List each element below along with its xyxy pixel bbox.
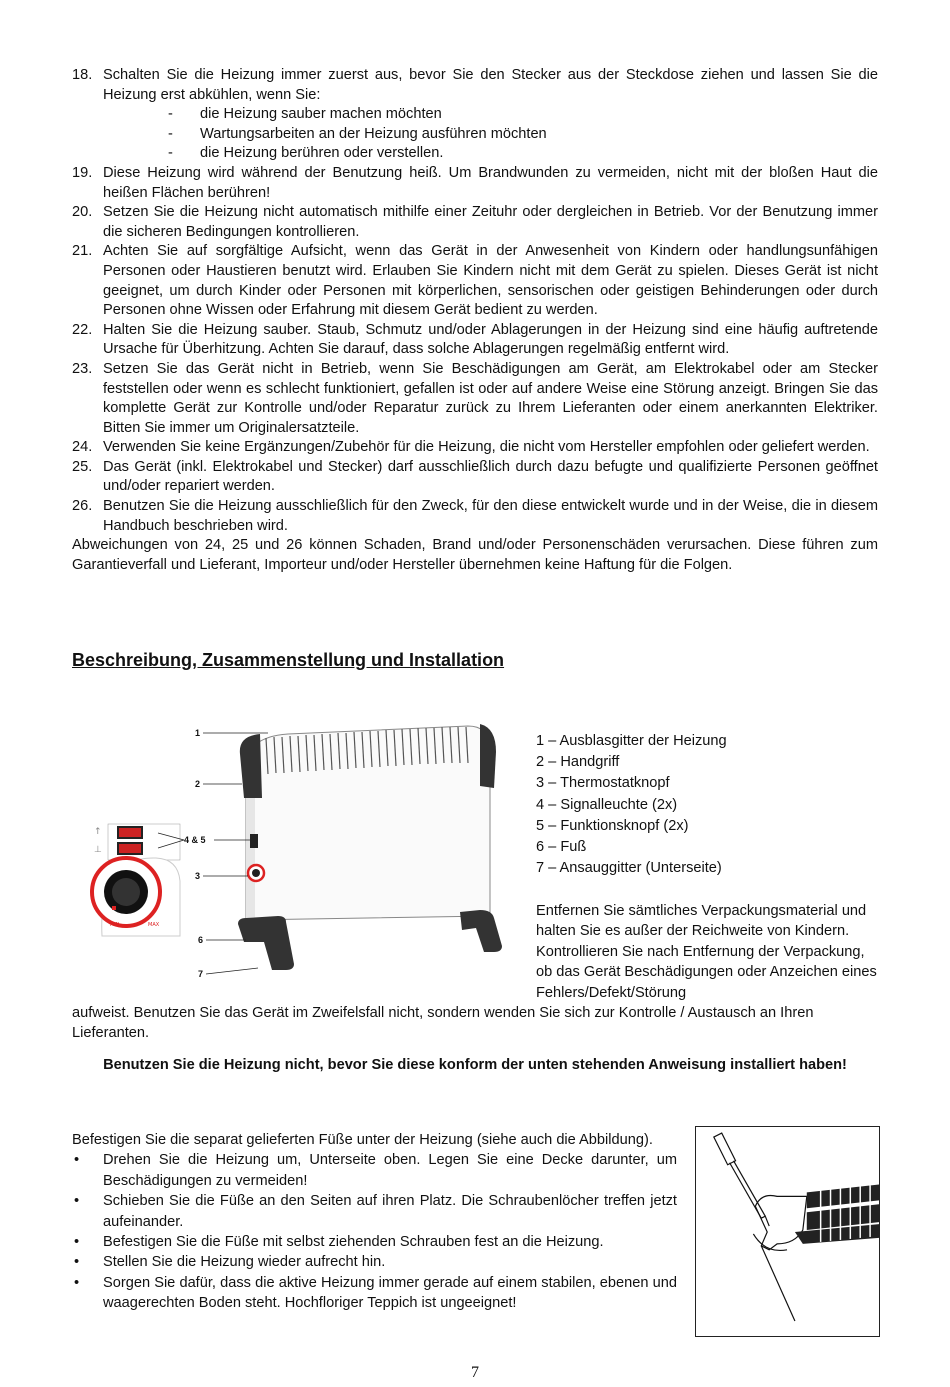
min-label: MIN <box>110 922 120 928</box>
page-number: 7 <box>471 1364 479 1381</box>
item-number: 18. <box>72 67 93 83</box>
item-text: Schalten Sie die Heizung immer zuerst aus, bevor Sie den Stecker aus der Steckdose ziehen und lassen Sie die Heizung erst abkühlen, wenn Sie: <box>103 67 878 103</box>
part-item: 2 – Handgriff <box>536 754 620 771</box>
list-item <box>72 203 878 242</box>
list-item <box>72 66 878 105</box>
item-number: 22. <box>72 321 93 338</box>
item-text: Verwenden Sie keine Ergänzungen/Zubehör für die Heizung, die nicht vom Hersteller empfohlen oder geliefert werden. <box>103 439 870 456</box>
callout-2: 2 <box>195 779 201 789</box>
sub-item: - Wartungsarbeiten an der Heizung ausführen möchten <box>168 125 547 142</box>
list-item <box>72 458 878 497</box>
heater-figure <box>88 706 508 996</box>
item-number: 24. <box>72 439 93 456</box>
part-item: 6 – Fuß <box>536 839 587 856</box>
install-step-text: Schieben Sie die Füße an den Seiten auf ihren Platz. Die Schraubenlöcher treffen jetzt aufeinander. <box>103 1193 677 1230</box>
sub-item-text: die Heizung sauber machen möchten <box>200 106 442 123</box>
max-label: MAX <box>148 922 160 928</box>
install-intro: Befestigen Sie die separat gelieferten Füße unter der Heizung (siehe auch die Abbildung). <box>72 1132 653 1148</box>
item-text: Setzen Sie die Heizung nicht automatisch mithilfe einer Zeituhr oder dergleichen in Betrieb. Vor der Benutzung immer die sicheren Bedingungen kontrollieren. <box>103 204 878 240</box>
item-text: Halten Sie die Heizung sauber. Staub, Schmutz und/oder Ablagerungen in der Heizung sind eine häufig auftretende Ursache für Überhitzung. Achten Sie darauf, dass solche Ablagerungen regelmäßig entfernt wird. <box>103 321 878 358</box>
callout-1: 1 <box>195 728 201 738</box>
list-item <box>72 497 878 536</box>
item-number: 19. <box>72 164 93 181</box>
install-step: • Stellen Sie die Heizung wieder aufrecht hin. <box>74 1254 386 1271</box>
parts-list <box>536 731 727 879</box>
sub-item: - die Heizung berühren oder verstellen. <box>168 145 444 162</box>
part-item: 7 – Ansauggitter (Unterseite) <box>536 860 722 877</box>
item-number: 20. <box>72 204 93 221</box>
callout-4-5: 4 & 5 <box>184 835 206 845</box>
part-item: 4 – Signalleuchte (2x) <box>536 796 678 813</box>
item-number: 25. <box>72 458 93 475</box>
item-text: Setzen Sie das Gerät nicht in Betrieb, wenn Sie Beschädigungen am Gerät, am Elektrokabel oder am Stecker feststellen oder wenn es schlecht funktioniert, gefallen ist oder auf andere Weise eine Störung anzeigt. Bringen Sie das komplette Gerät zur Kontrolle und/oder Reparatur zurück zu Ihrem Lieferanten oder einem anerkannten Elektriker. Bitten Sie immer um Originalersatzteile. <box>103 360 878 436</box>
part-item: 5 – Funktionsknopf (2x) <box>536 817 689 834</box>
svg-text:↑: ↑ <box>94 827 102 837</box>
install-step: • Befestigen Sie die Füße mit selbst ziehenden Schrauben fest an die Heizung. <box>74 1234 604 1251</box>
install-step-text: Befestigen Sie die Füße mit selbst ziehenden Schrauben fest an die Heizung. <box>103 1234 604 1251</box>
callout-6: 6 <box>198 935 204 945</box>
unpack-paragraph: Entfernen Sie sämtliches Verpackungsmaterial und halten Sie es außer der Reichweite von Kindern. Kontrollieren Sie nach Entfernung der Verpackung, ob das Gerät Beschädigungen oder Anzeichen eines Fehlers/Defekt/Störung <box>536 903 877 1001</box>
deviation-paragraph: Abweichungen von 24, 25 und 26 können Schaden, Brand und/oder Personenschäden verursachen. Diese führen zum Garantieverfall und Lieferant, Importeur und/oder Hersteller übernehmen keine Haftung für die Folgen. <box>72 537 878 573</box>
item-number: 23. <box>72 360 93 377</box>
unpack-paragraph-continued: aufweist. Benutzen Sie das Gerät im Zweifelsfall nicht, sondern wenden Sie sich zur Kontrolle / Austausch an Ihren Lieferanten. <box>72 1005 814 1042</box>
section-heading: Beschreibung, Zusammenstellung und Installation <box>72 650 505 670</box>
callout-3: 3 <box>195 871 201 881</box>
install-step: • Drehen Sie die Heizung um, Unterseite oben. Legen Sie eine Decke darunter, um Beschädigungen zu vermeiden! <box>74 1152 677 1189</box>
item-text: Benutzen Sie die Heizung ausschließlich für den Zweck, für den diese entwickelt wurde und in der Weise, die in diesem Handbuch beschrieben wird. <box>103 498 878 534</box>
install-step-text: Drehen Sie die Heizung um, Unterseite oben. Legen Sie eine Decke darunter, um Beschädigungen zu vermeiden! <box>103 1152 677 1189</box>
list-item <box>72 164 878 203</box>
callout-7: 7 <box>198 969 204 979</box>
list-item <box>72 360 878 438</box>
list-item <box>72 242 878 320</box>
install-step: • Schieben Sie die Füße an den Seiten auf ihren Platz. Die Schraubenlöcher treffen jetzt aufeinander. <box>74 1193 677 1230</box>
installation-section <box>72 1130 677 1314</box>
install-step: • Sorgen Sie dafür, dass die aktive Heizung immer gerade auf einem stabilen, ebenen und waagerechten Boden steht. Hochfloriger Teppich ist ungeeignet! <box>74 1274 677 1312</box>
item-number: 26. <box>72 498 93 515</box>
list-item <box>72 438 878 458</box>
item-number: 21. <box>72 243 93 260</box>
sub-item-text: die Heizung berühren oder verstellen. <box>200 145 444 162</box>
part-item: 3 – Thermostatknopf <box>536 775 670 792</box>
safety-instructions-list <box>72 66 878 575</box>
install-step-text: Stellen Sie die Heizung wieder aufrecht hin. <box>103 1254 386 1271</box>
install-step-text: Sorgen Sie dafür, dass die aktive Heizung immer gerade auf einem stabilen, ebenen und waagerechten Boden steht. Hochfloriger Teppich ist ungeeignet! <box>103 1274 677 1312</box>
svg-text:⊥: ⊥ <box>94 845 102 855</box>
sub-item: - die Heizung sauber machen möchten <box>168 106 442 123</box>
foot-mounting-figure <box>695 1126 880 1337</box>
heater-body <box>238 724 502 970</box>
install-warning: Benutzen Sie die Heizung nicht, bevor Sie diese konform der unten stehenden Anweisung installiert haben! <box>103 1057 847 1073</box>
list-item <box>72 321 878 360</box>
item-text: Achten Sie auf sorgfältige Aufsicht, wenn das Gerät in der Anwesenheit von Kindern oder handlungsunfähigen Personen oder Haustieren benutzt wird. Erlauben Sie Kindern nicht mit dem Gerät zu spielen. Dieses Gerät ist nicht geeignet, um durch Kinder oder Personen mit körperlichen, sensorischen oder geistigen Behinderungen oder durch Personen ohne Wissen oder Erfahrung mit diesem Gerät bedient zu werden. <box>103 243 878 319</box>
control-panel-inset <box>92 824 180 936</box>
part-item: 1 – Ausblasgitter der Heizung <box>536 733 727 749</box>
sub-item-text: Wartungsarbeiten an der Heizung ausführen möchten <box>200 125 547 142</box>
item-text: Diese Heizung wird während der Benutzung heiß. Um Brandwunden zu vermeiden, nicht mit der bloßen Haut die heißen Flächen berühren! <box>103 164 878 201</box>
item-text: Das Gerät (inkl. Elektrokabel und Stecker) darf ausschließlich durch dazu befugte und qualifizierte Personen geöffnet und/oder repariert werden. <box>103 458 878 495</box>
